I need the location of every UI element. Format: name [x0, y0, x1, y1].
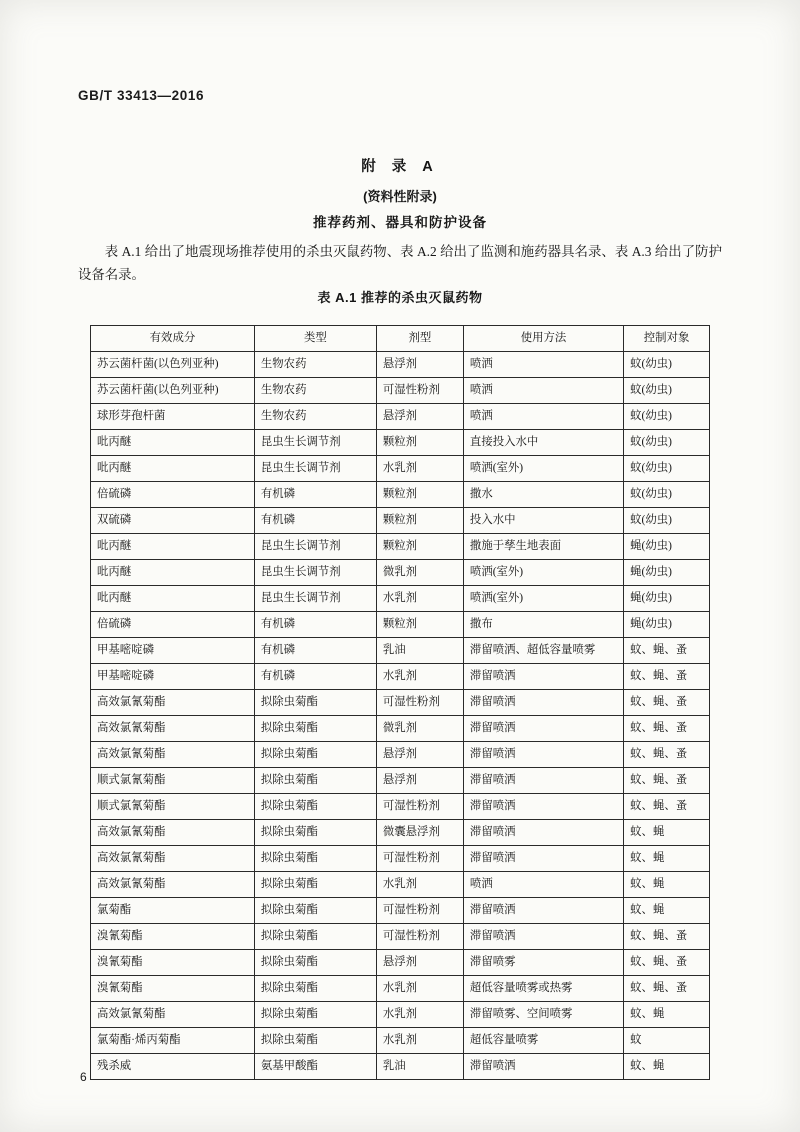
table-cell: 拟除虫菊酯: [254, 716, 376, 742]
table-cell: 溴氰菊酯: [91, 924, 255, 950]
table-cell: 喷洒: [463, 872, 623, 898]
table-cell: 拟除虫菊酯: [254, 950, 376, 976]
table-cell: 高效氯氰菊酯: [91, 1002, 255, 1028]
table-row: [91, 1028, 710, 1054]
table-cell: 微乳剂: [376, 716, 463, 742]
table-cell: 蚊、蝇、蚤: [624, 664, 710, 690]
table-cell: 水乳剂: [376, 976, 463, 1002]
page-number: 6: [80, 1070, 87, 1084]
table-row: [91, 586, 710, 612]
table-cell: 可湿性粉剂: [376, 924, 463, 950]
table-row: [91, 560, 710, 586]
table-cell: 蚊(幼虫): [624, 378, 710, 404]
table-row: [91, 378, 710, 404]
table-cell: 顺式氯氰菊酯: [91, 794, 255, 820]
table-cell: 高效氯氰菊酯: [91, 742, 255, 768]
table-cell: 蚊、蝇、蚤: [624, 742, 710, 768]
table-cell: 蚊、蝇: [624, 1054, 710, 1080]
table-cell: 喷洒(室外): [463, 560, 623, 586]
table-cell: 悬浮剂: [376, 950, 463, 976]
table-cell: 拟除虫菊酯: [254, 820, 376, 846]
table-cell: 生物农药: [254, 352, 376, 378]
table-cell: 微乳剂: [376, 560, 463, 586]
table-cell: 高效氯氰菊酯: [91, 690, 255, 716]
table-row: [91, 794, 710, 820]
table-cell: 乳油: [376, 638, 463, 664]
table-cell: 有机磷: [254, 482, 376, 508]
table-cell: 滞留喷洒: [463, 664, 623, 690]
table-cell: 拟除虫菊酯: [254, 794, 376, 820]
table-cell: 蚊、蝇、蚤: [624, 638, 710, 664]
table-row: [91, 768, 710, 794]
table-cell: 乳油: [376, 1054, 463, 1080]
table-cell: 吡丙醚: [91, 560, 255, 586]
table-cell: 水乳剂: [376, 1028, 463, 1054]
table-cell: 昆虫生长调节剂: [254, 430, 376, 456]
table-row: [91, 482, 710, 508]
table-cell: 颗粒剂: [376, 482, 463, 508]
table-cell: 吡丙醚: [91, 456, 255, 482]
table-row: [91, 820, 710, 846]
table-cell: 拟除虫菊酯: [254, 898, 376, 924]
table-cell: 滞留喷洒: [463, 768, 623, 794]
table-cell: 甲基嘧啶磷: [91, 638, 255, 664]
table-cell: 撒水: [463, 482, 623, 508]
table-cell: 氯菊酯·烯丙菊酯: [91, 1028, 255, 1054]
column-header-active-ingredient: 有效成分: [91, 326, 255, 352]
table-row: [91, 690, 710, 716]
table-cell: 蚊、蝇: [624, 1002, 710, 1028]
table-cell: 可湿性粉剂: [376, 690, 463, 716]
table-cell: 水乳剂: [376, 1002, 463, 1028]
table-row: [91, 950, 710, 976]
table-cell: 喷洒: [463, 352, 623, 378]
table-cell: 蚊、蝇、蚤: [624, 794, 710, 820]
table-cell: 高效氯氰菊酯: [91, 846, 255, 872]
table-cell: 苏云菌杆菌(以色列亚种): [91, 352, 255, 378]
table-cell: 悬浮剂: [376, 742, 463, 768]
table-cell: 滞留喷洒: [463, 742, 623, 768]
table-cell: 吡丙醚: [91, 586, 255, 612]
column-header-target: 控制对象: [624, 326, 710, 352]
table-cell: 倍硫磷: [91, 612, 255, 638]
table-cell: 高效氯氰菊酯: [91, 820, 255, 846]
table-cell: 生物农药: [254, 404, 376, 430]
table-cell: 水乳剂: [376, 872, 463, 898]
table-cell: 直接投入水中: [463, 430, 623, 456]
table-row: [91, 976, 710, 1002]
table-cell: 投入水中: [463, 508, 623, 534]
table-cell: 滞留喷洒: [463, 898, 623, 924]
table-cell: 蚊: [624, 1028, 710, 1054]
table-cell: 微囊悬浮剂: [376, 820, 463, 846]
table-cell: 滞留喷雾: [463, 950, 623, 976]
table-cell: 悬浮剂: [376, 404, 463, 430]
table-cell: 蚊、蝇、蚤: [624, 950, 710, 976]
table-row: [91, 1002, 710, 1028]
table-row: [91, 534, 710, 560]
column-header-formulation: 剂型: [376, 326, 463, 352]
table-cell: 高效氯氰菊酯: [91, 872, 255, 898]
table-cell: 高效氯氰菊酯: [91, 716, 255, 742]
table-cell: 有机磷: [254, 664, 376, 690]
table-cell: 吡丙醚: [91, 534, 255, 560]
table-cell: 倍硫磷: [91, 482, 255, 508]
table-row: [91, 924, 710, 950]
table-cell: 蚊(幼虫): [624, 482, 710, 508]
table-cell: 拟除虫菊酯: [254, 872, 376, 898]
table-header-row: [91, 326, 710, 352]
table-cell: 滞留喷洒: [463, 716, 623, 742]
table-cell: 超低容量喷雾或热雾: [463, 976, 623, 1002]
table-caption: 表 A.1 推荐的杀虫灭鼠药物: [317, 290, 483, 305]
table-row: [91, 664, 710, 690]
table-cell: 可湿性粉剂: [376, 794, 463, 820]
table-cell: 滞留喷洒: [463, 820, 623, 846]
table-cell: 喷洒: [463, 404, 623, 430]
table-cell: 滞留喷洒: [463, 924, 623, 950]
table-cell: 蝇(幼虫): [624, 534, 710, 560]
table-cell: 昆虫生长调节剂: [254, 560, 376, 586]
table-row: [91, 1054, 710, 1080]
table-cell: 球形芽孢杆菌: [91, 404, 255, 430]
table-cell: 蚊、蝇、蚤: [624, 716, 710, 742]
table-row: [91, 846, 710, 872]
table-cell: 滞留喷洒: [463, 1054, 623, 1080]
table-cell: 蚊(幼虫): [624, 430, 710, 456]
table-cell: 苏云菌杆菌(以色列亚种): [91, 378, 255, 404]
table-cell: 滞留喷洒、超低容量喷雾: [463, 638, 623, 664]
table-cell: 拟除虫菊酯: [254, 976, 376, 1002]
table-row: [91, 742, 710, 768]
annex-subtitle: (资料性附录): [363, 189, 437, 204]
table-cell: 蚊、蝇: [624, 820, 710, 846]
table-cell: 喷洒(室外): [463, 456, 623, 482]
table-cell: 超低容量喷雾: [463, 1028, 623, 1054]
table-cell: 喷洒: [463, 378, 623, 404]
table-cell: 悬浮剂: [376, 352, 463, 378]
column-header-usage: 使用方法: [463, 326, 623, 352]
table-row: [91, 898, 710, 924]
table-cell: 顺式氯氰菊酯: [91, 768, 255, 794]
table-cell: 甲基嘧啶磷: [91, 664, 255, 690]
table-cell: 溴氰菊酯: [91, 976, 255, 1002]
table-cell: 有机磷: [254, 508, 376, 534]
annex-heading: 推荐药剂、器具和防护设备: [313, 215, 487, 230]
table-cell: 滞留喷洒: [463, 690, 623, 716]
table-cell: 昆虫生长调节剂: [254, 534, 376, 560]
table-cell: 蝇(幼虫): [624, 560, 710, 586]
table-cell: 拟除虫菊酯: [254, 924, 376, 950]
table-cell: 可湿性粉剂: [376, 846, 463, 872]
table-row: [91, 352, 710, 378]
table-cell: 残杀威: [91, 1054, 255, 1080]
table-cell: 氯菊酯: [91, 898, 255, 924]
standard-number-header: GB/T 33413—2016: [78, 88, 205, 103]
table-cell: 蚊、蝇、蚤: [624, 924, 710, 950]
table-cell: 拟除虫菊酯: [254, 742, 376, 768]
table-row: [91, 612, 710, 638]
table-row: [91, 430, 710, 456]
table-cell: 滞留喷雾、空间喷雾: [463, 1002, 623, 1028]
table-cell: 撒施于孳生地表面: [463, 534, 623, 560]
table-cell: 生物农药: [254, 378, 376, 404]
table-cell: 可湿性粉剂: [376, 898, 463, 924]
table-cell: 蚊(幼虫): [624, 508, 710, 534]
table-cell: 水乳剂: [376, 586, 463, 612]
table-cell: 蚊、蝇、蚤: [624, 690, 710, 716]
table-cell: 蝇(幼虫): [624, 586, 710, 612]
table-cell: 吡丙醚: [91, 430, 255, 456]
column-header-type: 类型: [254, 326, 376, 352]
table-cell: 蚊、蝇、蚤: [624, 976, 710, 1002]
table-cell: 拟除虫菊酯: [254, 1002, 376, 1028]
table-cell: 昆虫生长调节剂: [254, 586, 376, 612]
table-cell: 拟除虫菊酯: [254, 1028, 376, 1054]
table-cell: 蚊(幼虫): [624, 456, 710, 482]
table-cell: 滞留喷洒: [463, 794, 623, 820]
table-cell: 蝇(幼虫): [624, 612, 710, 638]
table-cell: 双硫磷: [91, 508, 255, 534]
table-cell: 撒布: [463, 612, 623, 638]
table-cell: 蚊、蝇: [624, 872, 710, 898]
table-cell: 溴氰菊酯: [91, 950, 255, 976]
table-cell: 蚊、蝇: [624, 898, 710, 924]
table-cell: 滞留喷洒: [463, 846, 623, 872]
table-cell: 可湿性粉剂: [376, 378, 463, 404]
table-cell: 有机磷: [254, 638, 376, 664]
table-cell: 颗粒剂: [376, 534, 463, 560]
table-cell: 悬浮剂: [376, 768, 463, 794]
annex-title: 附 录 A: [361, 159, 439, 175]
table-cell: 蚊(幼虫): [624, 404, 710, 430]
table-cell: 昆虫生长调节剂: [254, 456, 376, 482]
table-cell: 蚊、蝇、蚤: [624, 768, 710, 794]
table-cell: 蚊、蝇: [624, 846, 710, 872]
table-cell: 拟除虫菊酯: [254, 690, 376, 716]
table-cell: 喷洒(室外): [463, 586, 623, 612]
table-cell: 颗粒剂: [376, 430, 463, 456]
table-cell: 水乳剂: [376, 664, 463, 690]
table-cell: 颗粒剂: [376, 612, 463, 638]
table-row: [91, 638, 710, 664]
table-row: [91, 716, 710, 742]
table-row: [91, 872, 710, 898]
table-cell: 氨基甲酸酯: [254, 1054, 376, 1080]
pesticide-table: [90, 325, 710, 1080]
table-row: [91, 456, 710, 482]
table-cell: 拟除虫菊酯: [254, 768, 376, 794]
table-row: [91, 508, 710, 534]
table-cell: 水乳剂: [376, 456, 463, 482]
table-cell: 颗粒剂: [376, 508, 463, 534]
table-cell: 拟除虫菊酯: [254, 846, 376, 872]
table-cell: 蚊(幼虫): [624, 352, 710, 378]
table-cell: 有机磷: [254, 612, 376, 638]
annex-intro-paragraph: 表 A.1 给出了地震现场推荐使用的杀虫灭鼠药物、表 A.2 给出了监测和施药器具名录、表 A.3 给出了防护设备名录。: [78, 244, 722, 282]
table-row: [91, 404, 710, 430]
